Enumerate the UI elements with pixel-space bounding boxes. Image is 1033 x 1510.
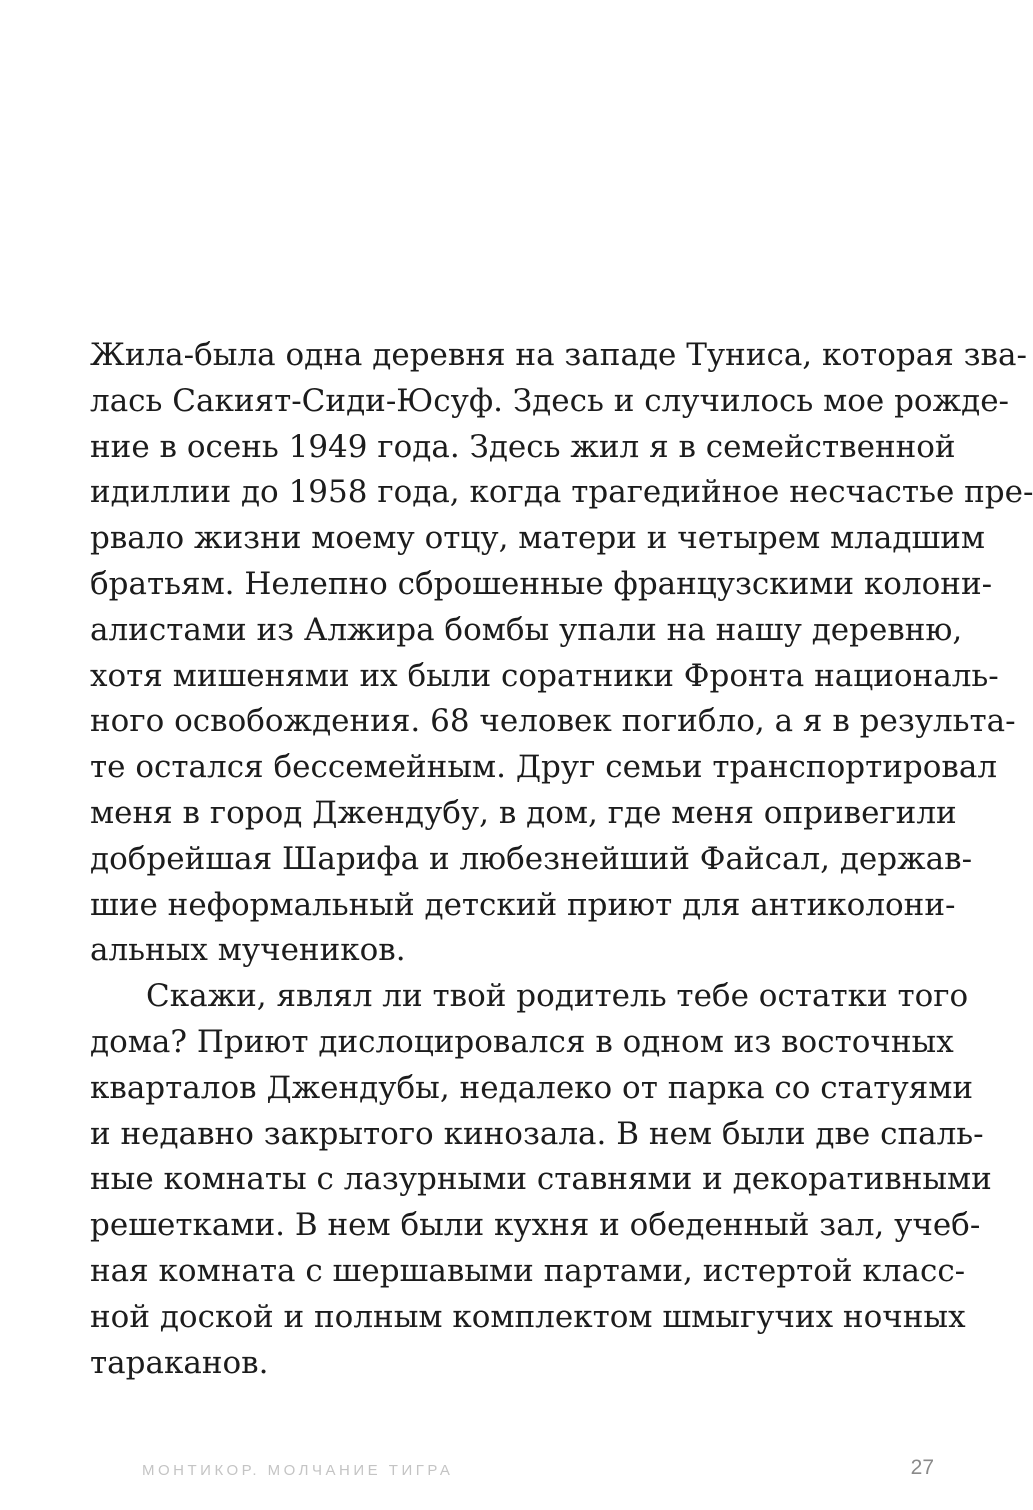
text-line: шие неформальный детский приют для антиколони- [90,886,956,923]
text-line: те остался бессемейным. Друг семьи транспортировал [90,749,998,786]
text-line: алистами из Алжира бомбы упали на нашу деревню, [90,611,963,648]
text-line: добрейшая Шарифа и любезнейший Файсал, держав- [90,840,973,877]
paragraph-1 [90,333,1033,974]
paragraph-2 [90,974,992,1386]
text-line: ного освобождения. 68 человек погибло, а я в результа- [90,703,1016,740]
text-line: ная комната с шершавыми партами, истертой класс- [90,1252,966,1289]
text-line: ной доской и полным комплектом шмыгучих ночных [90,1298,966,1335]
text-line: братьям. Нелепно сброшенные французскими колони- [90,565,993,602]
text-line: идиллии до 1958 года, когда трагедийное несчастье пре- [90,474,1033,511]
text-line: тараканов. [90,1344,269,1381]
text-line: лась Сакият-Сиди-Юсуф. Здесь и случилось мое рожде- [90,382,1010,419]
text-line: решетками. В нем были кухня и обеденный зал, учеб- [90,1207,981,1244]
body-text [90,333,1033,1386]
text-line: дома? Приют дислоцировался в одном из восточных [90,1023,954,1060]
text-line: кварталов Джендубы, недалеко от парка со статуями [90,1069,974,1106]
text-line: хотя мишенями их были соратники Фронта националь- [90,657,999,694]
text-line: Скажи, являл ли твой родитель тебе остатки того [146,978,969,1015]
running-title: МОНТИКОР. МОЛЧАНИЕ ТИГРА [142,1462,454,1479]
text-line: альных мучеников. [90,932,406,969]
page-number: 27 [910,1456,934,1479]
text-line: ние в осень 1949 года. Здесь жил я в семейственной [90,428,956,465]
text-line: меня в город Джендубу, в дом, где меня опривегили [90,794,957,831]
text-line: Жила-была одна деревня на западе Туниса, которая зва- [90,337,1027,373]
text-line: рвало жизни моему отцу, матери и четырем младшим [90,520,986,557]
text-line: ные комнаты с лазурными ставнями и декоративными [90,1161,992,1198]
text-line: и недавно закрытого кинозала. В нем были две спаль- [90,1115,984,1152]
